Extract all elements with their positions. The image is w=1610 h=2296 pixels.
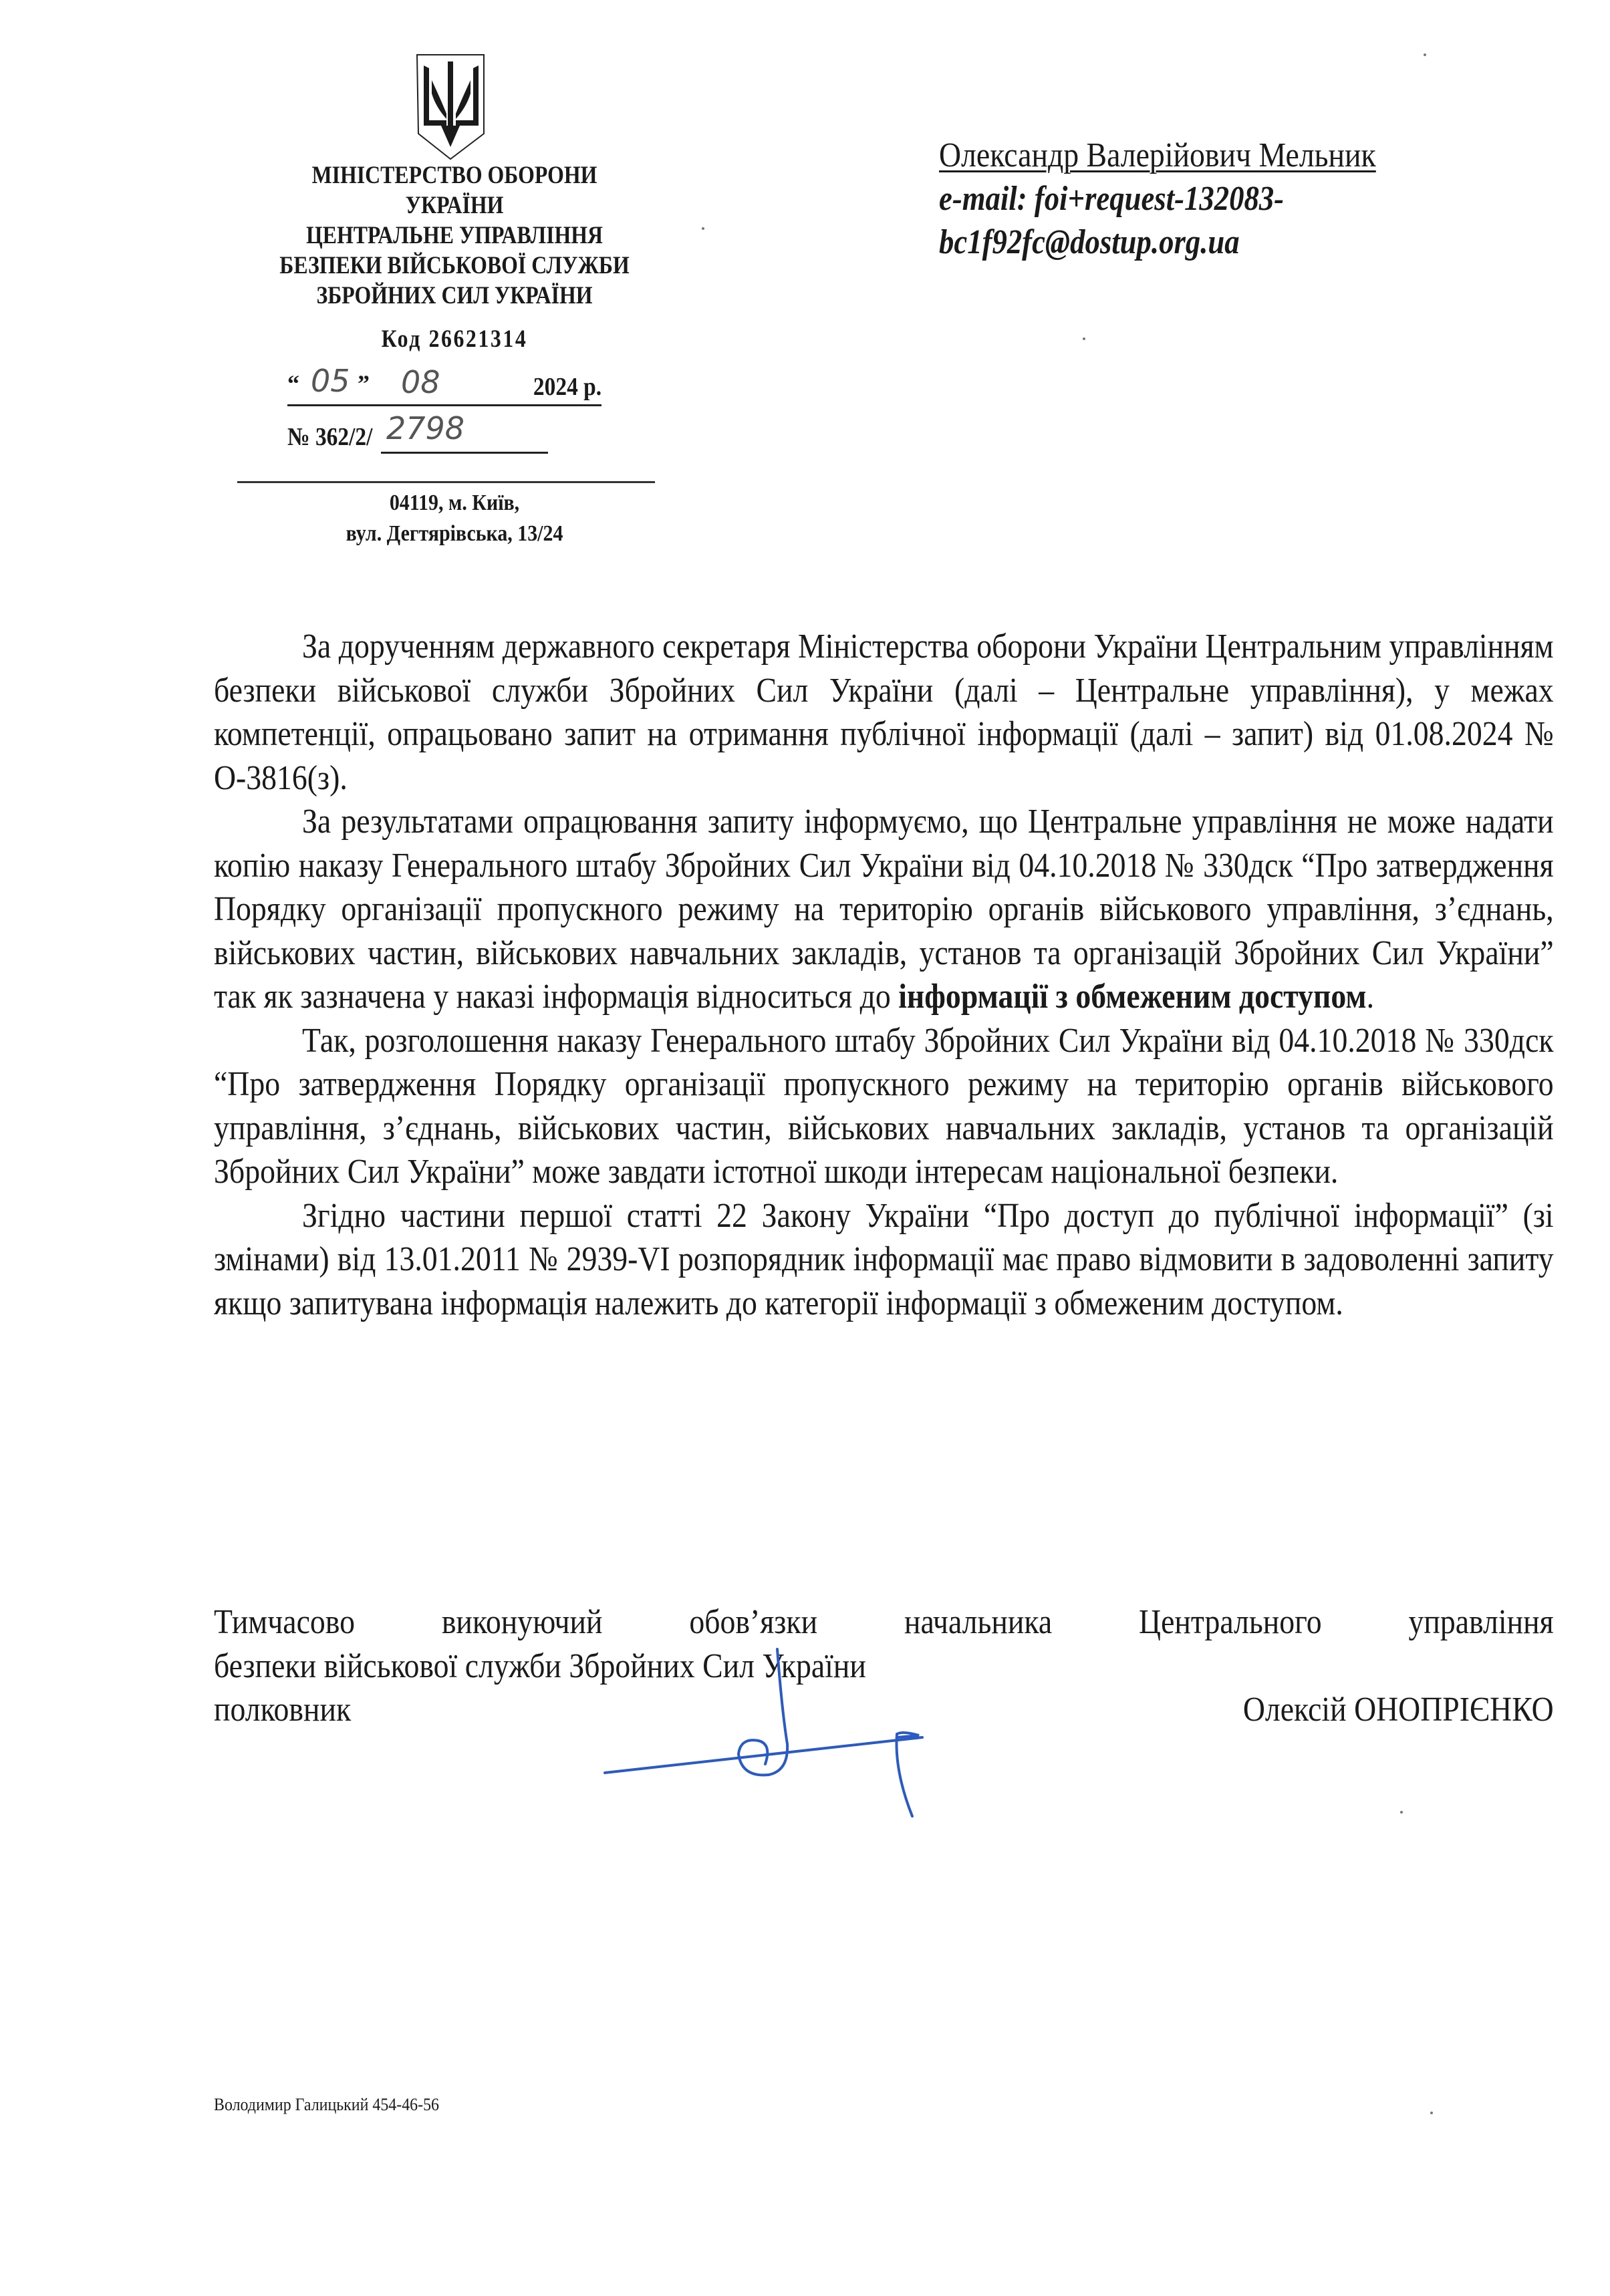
org-line: ЦЕНТРАЛЬНЕ УПРАВЛІННЯ bbox=[305, 222, 603, 249]
letter-date bbox=[287, 364, 601, 406]
body-paragraph: За дорученням державного секретаря Міністерства оборони України Центральним управлінням безпеки військової служби Збройних Сил України (далі – Центральне управління), у межах компетенції, опрацьовано запит на отримання публічної інформації (далі – запит) від 01.08.2024 № О-3816(з). bbox=[214, 627, 1554, 797]
sender-org-name bbox=[253, 160, 656, 311]
org-line: МІНІСТЕРСТВО ОБОРОНИ bbox=[311, 162, 597, 189]
signatory-title-line2: безпеки військової служби Збройних Сил України bbox=[214, 1646, 866, 1685]
recipient-block bbox=[939, 134, 1436, 264]
scan-speck bbox=[1430, 2112, 1433, 2114]
body-paragraph: Так, розголошення наказу Генерального штабу Збройних Сил України від 04.10.2018 № 330дск “Про затвердження Порядку організації пропускного режиму на територію органів військового управління, з’єднань, військових частин, військових навчальних закладів, установ та організацій Збройних Сил України” може завдати істотної шкоди інтересам національної безпеки. bbox=[214, 1021, 1554, 1191]
body-paragraph: Згідно частини першої статті 22 Закону України “Про доступ до публічної інформації” (зі змінами) від 13.01.2011 № 2939-VI розпорядник інформації має право відмовити в задоволенні запиту якщо запитувана інформація належить до категорії інформації з обмеженим доступом. bbox=[214, 1196, 1554, 1322]
signatory-title: Тимчасово виконуючий обов’язки начальника Центрального управління bbox=[214, 1603, 1554, 1641]
address-line: 04119, м. Київ, bbox=[389, 490, 520, 515]
address-line: вул. Дегтярівська, 13/24 bbox=[346, 521, 563, 546]
org-code: Код 26621314 bbox=[381, 325, 528, 353]
org-line: УКРАЇНИ bbox=[405, 192, 504, 219]
recipient-email-line: e-mail: foi+request-132083- bbox=[939, 180, 1285, 218]
recipient-name: Олександр Валерійович Мельник bbox=[939, 136, 1376, 174]
date-month: 08 bbox=[401, 364, 440, 400]
date-year: 2024 р. bbox=[533, 373, 601, 401]
paragraph-text: . bbox=[1366, 978, 1375, 1016]
executor-contact: Володимир Галицький 454-46-56 bbox=[214, 2095, 440, 2114]
date-open-quote: “ bbox=[287, 370, 299, 397]
number-handwritten: 2798 bbox=[386, 410, 465, 446]
signatory-name: Олексій ОНОПРІЄНКО bbox=[1242, 1691, 1554, 1729]
number-handwritten-field bbox=[381, 410, 548, 454]
coat-of-arms-trident-icon bbox=[414, 53, 488, 160]
org-line: БЕЗПЕКИ ВІЙСЬКОВОЇ СЛУЖБИ bbox=[279, 252, 630, 279]
handwritten-signature-icon bbox=[588, 1644, 936, 1831]
outgoing-number bbox=[287, 410, 601, 454]
scan-speck bbox=[1424, 53, 1426, 56]
restricted-info-emphasis: інформації з обмеженим доступом bbox=[898, 978, 1367, 1016]
org-line: ЗБРОЙНИХ СИЛ УКРАЇНИ bbox=[316, 282, 593, 309]
paragraph-text: За результатами опрацювання запиту інформуємо, що Центральне управління не може надати копію наказу Генерального штабу Збройних Сил України від 04.10.2018 № 330дск “Про затвердження Порядку організації пропускного режиму на територію органів військового управління, з’єднань, військових частин, військових навчальних закладів, установ та організацій Збройних Сил України” так як зазначена у наказі інформація відноситься до bbox=[214, 803, 1554, 1016]
body-paragraph bbox=[214, 800, 1554, 1019]
signatory-rank: полковник bbox=[214, 1691, 352, 1729]
number-prefix: № 362/2/ bbox=[287, 423, 373, 451]
scan-speck bbox=[1083, 337, 1085, 340]
address-divider bbox=[237, 481, 655, 483]
recipient-email-line: bc1f92fc@dostup.org.ua bbox=[939, 223, 1240, 261]
letter-body bbox=[214, 625, 1554, 1325]
scan-speck bbox=[702, 227, 704, 230]
date-close-quote: ” bbox=[358, 370, 370, 397]
sender-address bbox=[249, 488, 660, 549]
date-day: 05 bbox=[311, 363, 350, 399]
scan-speck bbox=[1400, 1811, 1403, 1814]
